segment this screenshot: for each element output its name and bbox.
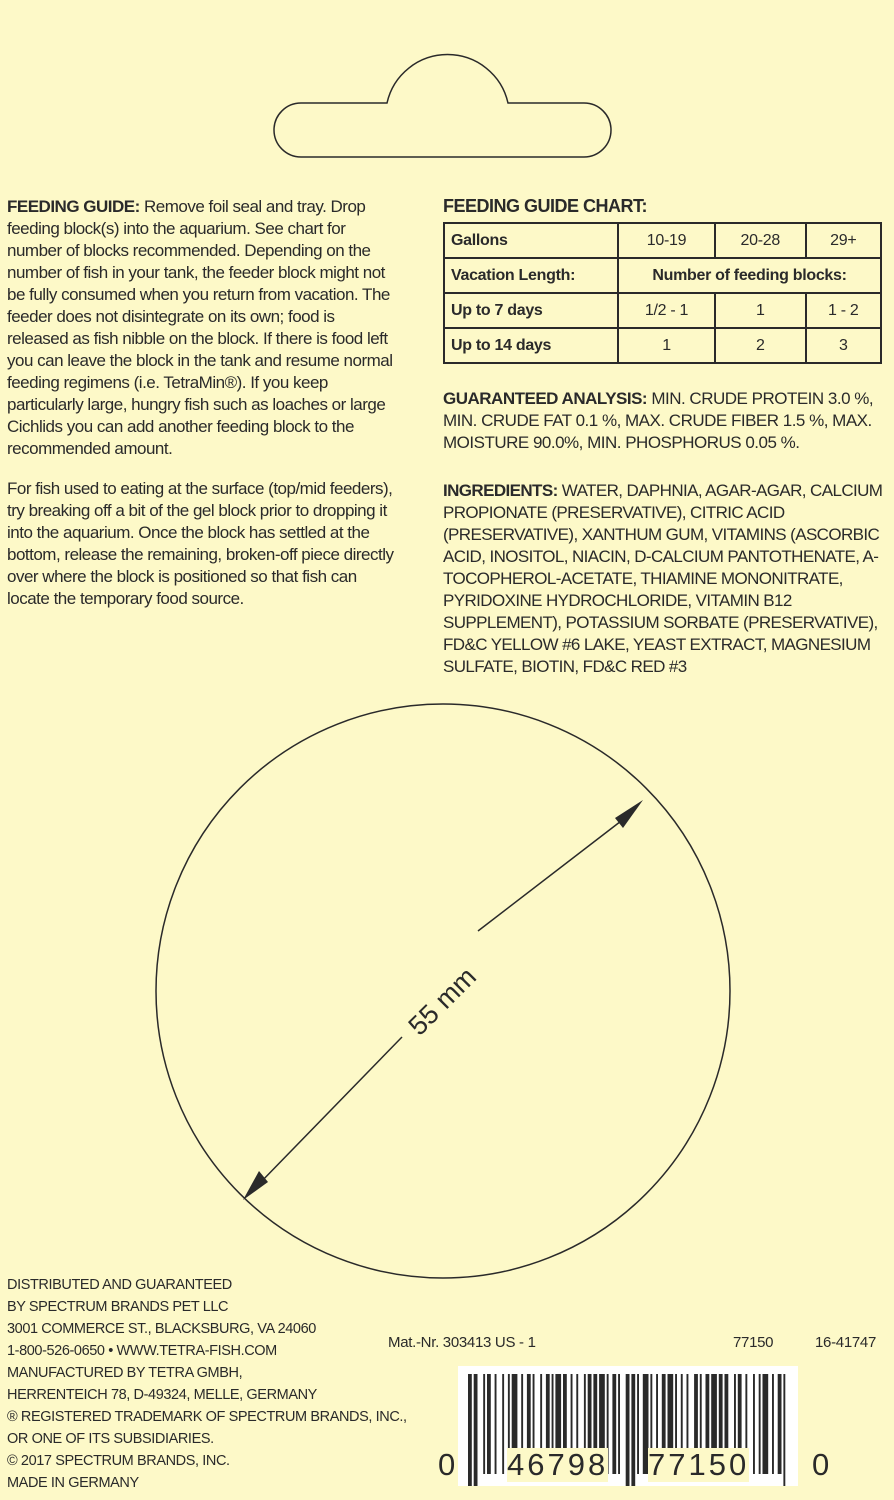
distributor-line: ® REGISTERED TRADEMARK OF SPECTRUM BRANDS, INC., [7,1409,407,1425]
barcode-bar [483,1374,485,1474]
feeding-guide-text: Remove foil seal and tray. Drop feeding block(s) into the aquarium. See chart for number of blocks recommended. Depending on the number of fish in your tank, the feeder block might not be fully consumed when you return from vacation. The feeder does not disintegrate on its own; food is released as fish nibble on the block. If there is food left you can leave the block in the tank and resume normal feeding regimens (i.e. TetraMin®). If you keep particularly large, hungry fish such as loaches or large Cichlids you can add another feeding block to the recommended amount. [7,197,393,458]
barcode-bar [637,1374,639,1474]
barcode-bar [763,1374,769,1474]
lot-code: 16-41747 [815,1334,876,1351]
gallons-cell: 29+ [806,223,881,258]
barcode-bar [487,1374,491,1474]
distributor-line: BY SPECTRUM BRANDS PET LLC [7,1299,229,1315]
table-cell: 1 [618,328,715,363]
analysis-text: MIN. CRUDE PROTEIN 3.0 %, MIN. CRUDE FAT 0.1 %, MAX. CRUDE FIBER 1.5 %, MAX. MOISTURE 90.0%, MIN. PHOSPHORUS 0.05 %. [443,389,874,452]
barcode-lead-digit: 0 [438,1447,456,1482]
distributor-line: DISTRIBUTED AND GUARANTEED [7,1277,232,1293]
distributor-line: © 2017 SPECTRUM BRANDS, INC. [7,1453,230,1469]
table-cell: 1 - 2 [806,293,881,328]
distributor-line: HERRENTEICH 78, D-49324, MELLE, GERMANY [7,1387,317,1403]
ingredients-text: WATER, DAPHNIA, AGAR-AGAR, CALCIUM PROPIONATE (PRESERVATIVE), CITRIC ACID (PRESERVATIVE), XANTHUM GUM, VITAMINS (ASCORBIC ACID, INOSITOL, NIACIN, D-CALCIUM PANTOTHENATE, A-TOCOPHEROL-ACETATE, THIAMINE MONONITRATE, PYRIDOXINE HYDROCHLORIDE, VITAMIN B12 SUPPLEMENT), POTASSIUM SORBATE (PRESERVATIVE), FD&C YELLOW #6 LAKE, YEAST EXTRACT, MAGNESIUM SULFATE, BIOTIN, FD&C RED #3 [443,481,883,676]
diameter-label: 55 mm [402,961,483,1042]
distributor-line: MANUFACTURED BY TETRA GMBH, [7,1365,243,1381]
ingredients-heading: INGREDIENTS: [443,481,558,500]
table-cell: 1 [715,293,806,328]
barcode-bar [618,1374,620,1474]
barcode-bar [783,1374,785,1486]
gallons-cell: 10-19 [618,223,715,258]
blocks-label: Number of feeding blocks: [618,258,881,293]
gallons-cell: 20-28 [715,223,806,258]
arrowhead-top-right [615,800,643,828]
barcode-bars [390,1366,835,1486]
barcode-bar [502,1374,504,1474]
barcode-bar [626,1374,630,1486]
vacation-length-label: Vacation Length: [444,258,618,293]
table-cell: 3 [806,328,881,363]
table-cell: 1/2 - 1 [618,293,715,328]
distributor-line: OR ONE OF ITS SUBSIDIARIES. [7,1431,214,1447]
distributor-line: 3001 COMMERCE ST., BLACKSBURG, VA 24060 [7,1321,316,1337]
barcode-trail-digit: 0 [812,1447,830,1482]
material-number: Mat.-Nr. 303413 US - 1 [388,1334,536,1351]
barcode-bar [772,1374,774,1474]
distributor-line: 1-800-526-0650 • WWW.TETRA-FISH.COM [7,1343,277,1359]
arrowhead-bottom-left [243,1171,268,1200]
barcode-bar [753,1374,755,1474]
distributor-line: MADE IN GERMANY [7,1475,139,1491]
chart-title: FEEDING GUIDE CHART: [443,196,648,216]
barcode-right-digits: 77150 [648,1447,750,1482]
barcode-bar [778,1374,782,1474]
barcode-bar [612,1374,616,1474]
product-code: 77150 [733,1334,774,1351]
barcode-left-digits: 46798 [507,1447,609,1482]
row-label: Up to 7 days [444,293,618,328]
diameter-line-lower [258,1037,402,1185]
diameter-line-upper [478,818,625,931]
feeding-guide-heading: FEEDING GUIDE: [7,197,140,216]
feeding-guide-paragraph-2: For fish used to eating at the surface (top/mid feeders), try breaking off a bit of the gel block prior to dropping it into the aquarium. Once the block has settled at the bottom, release the remaining, broken-off piece directly over where the block is positioned so that fish can locate the temporary food source. [7,479,394,608]
barcode-bar [631,1374,635,1486]
barcode [390,1366,835,1491]
gallons-label: Gallons [444,223,618,258]
table-cell: 2 [715,328,806,363]
barcode-bar [495,1374,497,1474]
analysis-heading: GUARANTEED ANALYSIS: [443,389,648,408]
barcode-bar [759,1374,761,1474]
distributor-info [7,1274,407,1494]
barcode-bar [474,1374,478,1486]
barcode-bar [468,1374,472,1486]
row-label: Up to 14 days [444,328,618,363]
